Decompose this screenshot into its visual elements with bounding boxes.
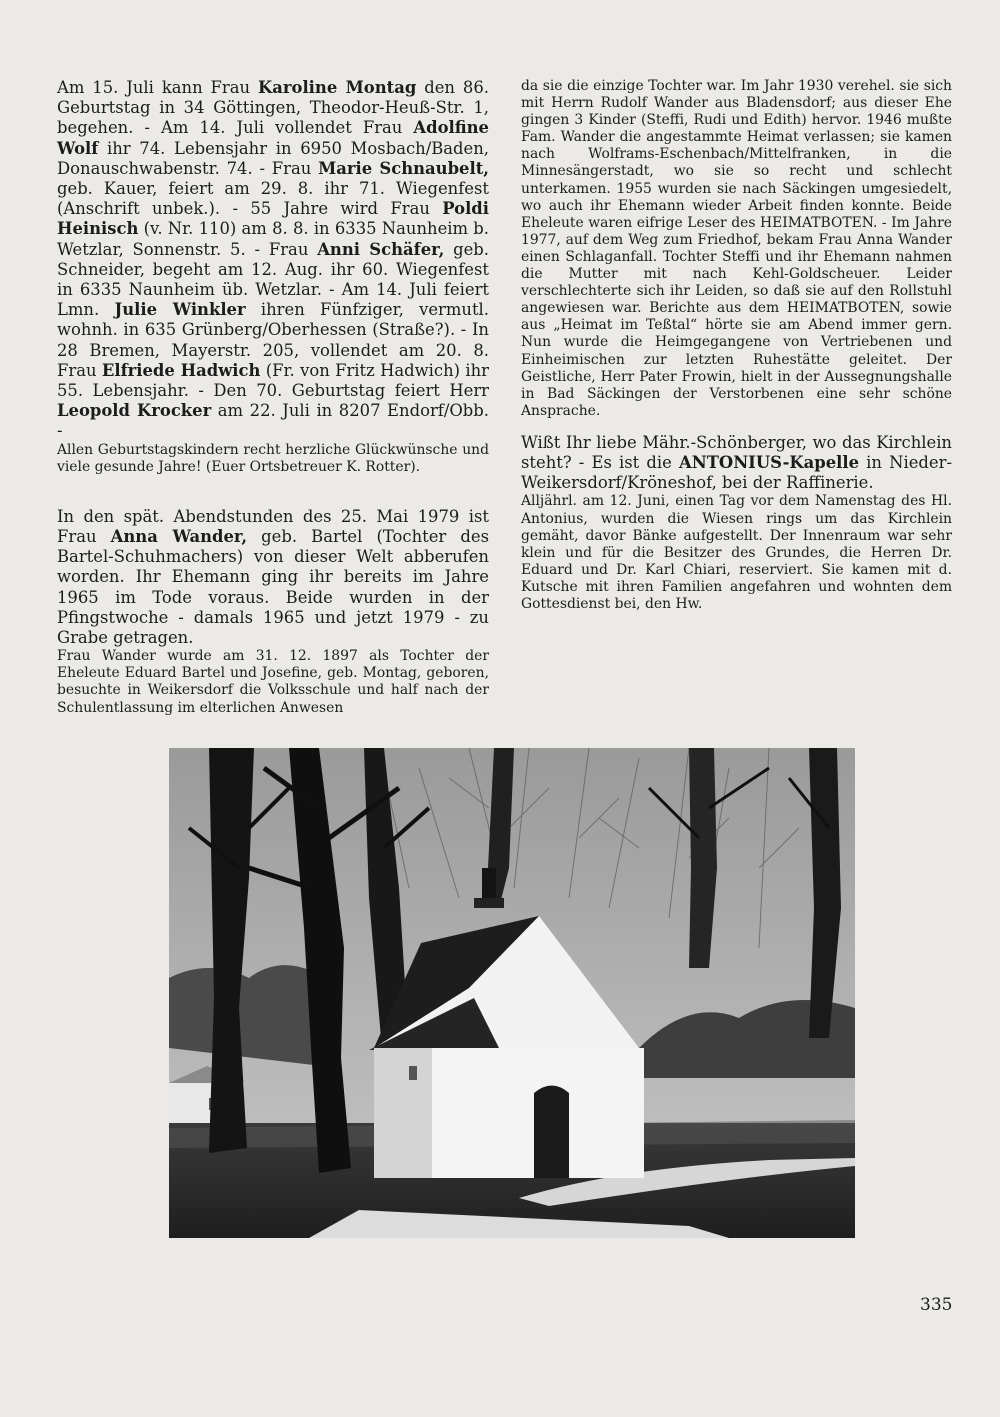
chapel-photo — [169, 748, 855, 1238]
page-number: 335 — [920, 1295, 953, 1315]
right-column — [521, 78, 952, 613]
obituary-body-right: da sie die einzige Tochter war. Im Jahr 1930 verehel. sie sich mit Herrn Rudolf Wander aus Bladensdorf; aus dieser Ehe gingen 3 Kinder (Steffi, Rudi und Edith) hervor. 1946 mußte Fam. Wander die angestammte Heimat verlassen; sie kamen nach Wolframs-Eschenbach/Mittelfranken, in die Minnesängerstadt, wo sie so recht und schlecht unterkamen. 1955 wurden sie nach Säckingen umgesiedelt, wo auch ihr Ehemann wieder Arbeit finden konnte. Beide Eheleute waren eifrige Leser des HEIMATBOTEN. - Im Jahre 1977, auf dem Weg zum Friedhof, bekam Frau Anna Wander einen Schlaganfall. Tochter Steffi und ihr Ehemann nahmen die Mutter mit nach Kehl-Goldscheuer. Leider verschlechterte sich ihr Leiden, so daß sie auf den Rollstuhl angewiesen war. Berichte aus dem HEIMATBOTEN, sowie aus „Heimat im Teßtal“ hörte sie am Abend immer gern. Nun wurde die Heimgegangene von Vertriebenen und Einheimischen zur letzten Ruhestätte geleitet. Der Geistliche, Herr Pater Frowin, hielt in der Aussegnungshalle in Bad Säckingen der Verstorbenen eine sehr schöne Ansprache. — [521, 78, 952, 419]
chapel-body: Alljährl. am 12. Juni, einen Tag vor dem Namenstag des Hl. Antonius, wurden die Wiesen rings um das Kirchlein gemäht, davor Bänke aufgestellt. Der Innenraum war sehr klein und für die Besitzer des Grundes, die Herren Dr. Eduard und Dr. Karl Chiari, reserviert. Sie kamen mit d. Kutsche mit ihren Familien angefahren und wohnten dem Gottesdienst bei, den Hw. — [521, 493, 952, 613]
person-name: Karoline Montag — [258, 78, 417, 97]
birthday-announcements: Am 15. Juli kann Frau Karoline Montag den 86. Geburtstag in 34 Göttingen, Theodor-Heuß-Str. 1, begehen. - Am 14. Juli vollendet Frau Adolfine Wolf ihr 74. Lebensjahr in 6950 Mosbach/Baden, Donauschwabenstr. 74. - Frau Marie Schnaubelt, geb. Kauer, feiert am 29. 8. ihr 71. Wiegenfest (Anschrift unbek.). - 55 Jahre wird Frau Poldi Heinisch (v. Nr. 110) am 8. 8. in 6335 Naunheim b. Wetzlar, Sonnenstr. 5. - Frau Anni Schäfer, geb. Schneider, begeht am 12. Aug. ihr 60. Wiegenfest in 6335 Naunheim üb. Wetzlar. - Am 14. Juli feiert Lmn. Julie Winkler ihren Fünfziger, vermutl. wohnh. in 635 Grünberg/Oberhessen (Straße?). - In 28 Bremen, Mayerstr. 205, vollendet am 20. 8. Frau Elfriede Hadwich (Fr. von Fritz Hadwich) ihr 55. Lebensjahr. - Den 70. Geburtstag feiert Herr Leopold Krocker am 22. Juli in 8207 Endorf/Obb. - — [57, 78, 490, 441]
person-name: Poldi Heinisch — [57, 199, 489, 239]
person-name: Elfriede Hadwich — [101, 360, 261, 380]
obituary-body-left: Frau Wander wurde am 31. 12. 1897 als Tochter der Eheleute Eduard Bartel und Josefine, geb. Montag, geboren, besuchte in Weikersdorf die Volksschule und half nach der Schulentlassung im elterlichen Anwesen — [57, 648, 489, 716]
person-name: Julie Winkler — [114, 300, 246, 320]
chapel-lead: Wißt Ihr liebe Mähr.-Schönberger, wo das Kirchlein steht? - Es ist die ANTONIUS-Kapelle in Nieder-Weikersdorf/Kröneshof, bei der Raffinerie. — [521, 432, 952, 493]
obituary-lead: In den spät. Abendstunden des 25. Mai 1979 ist Frau Anna Wander, geb. Bartel (Tochter des Bartel-Schuhmachers) von dieser Welt abberufen worden. Ihr Ehemann ging ihr bereits im Jahre 1965 im Tode voraus. Beide wurden in der Pfingstwoche - damals 1965 und jetzt 1979 - zu Grabe getragen. — [57, 506, 489, 648]
person-name: Marie Schnaubelt, — [318, 158, 489, 178]
person-name: Adolfine Wolf — [57, 118, 489, 158]
left-column — [57, 78, 489, 717]
chapel-name: ANTONIUS-Kapelle — [679, 453, 860, 473]
person-name: Anna Wander, — [110, 527, 248, 547]
person-name: Leopold Krocker — [57, 401, 212, 421]
person-name: Anni Schäfer, — [317, 239, 445, 259]
birthday-closing: Allen Geburtstagskindern recht herzliche Glückwünsche und viele gesunde Jahre! (Euer Ortsbetreuer K. Rotter). — [57, 441, 489, 475]
